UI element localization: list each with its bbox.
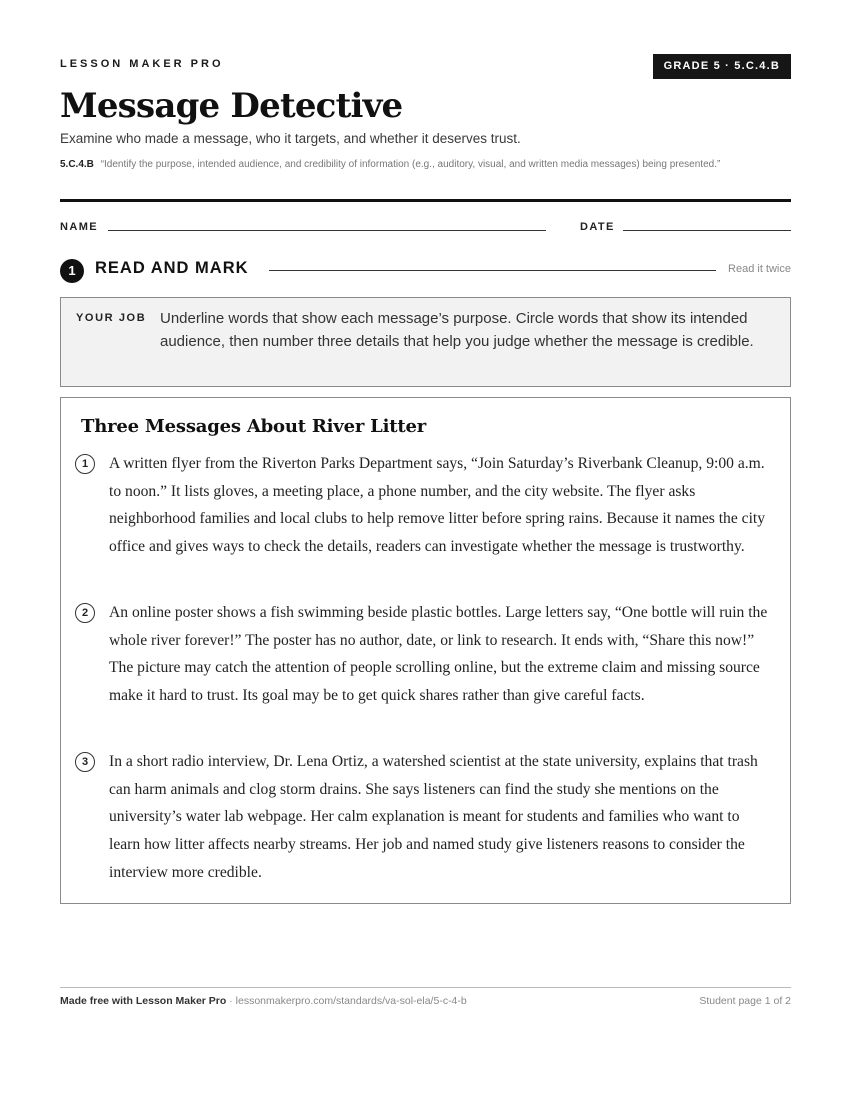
name-label: NAME	[60, 221, 98, 233]
passage-title: Three Messages About River Litter	[81, 416, 427, 437]
section-divider	[269, 270, 716, 271]
footer-url[interactable]: · lessonmakerpro.com/standards/va-sol-ela/5-c-4-b	[226, 995, 467, 1007]
date-field[interactable]	[623, 230, 791, 231]
section-note: Read it twice	[728, 263, 791, 275]
your-job-box	[60, 297, 791, 387]
header-divider	[60, 199, 791, 202]
footer-made-with: Made free with Lesson Maker Pro	[60, 995, 227, 1007]
section-title: READ AND MARK	[95, 259, 249, 277]
paragraph-number: 3	[75, 752, 95, 772]
paragraph-number: 1	[75, 454, 95, 474]
paragraph-text: A written flyer from the Riverton Parks Department says, “Join Saturday’s Riverbank Cleanup, 9:00 a.m. to noon.” It lists gloves, a meeting place, a phone number, and the city website. The flyer asks neighborhood families and local clubs to help remove litter before spring rains. Because it names the city office and gives ways to check the details, readers can investigate whether the message is trustworthy.	[109, 455, 766, 556]
paragraph-text: In a short radio interview, Dr. Lena Ortiz, a watershed scientist at the state university, explains that trash can harm animals and clog storm drains. She says listeners can find the study she mentions on the university’s water lab webpage. Her calm explanation is meant for students and families who want to learn how litter affects nearby streams. Her job and named study give listeners reasons to consider the interview more credible.	[109, 753, 758, 881]
worksheet-page	[60, 0, 791, 1100]
date-label: DATE	[580, 221, 615, 233]
paragraph-text: An online poster shows a fish swimming beside plastic bottles. Large letters say, “One bottle will ruin the whole river forever!” The poster has no author, date, or link to research. It ends with, “Share this now!” The picture may catch the attention of people scrolling online, but the extreme claim and missing source make it hard to trust. Its goal may be to get quick shares rather than give careful facts.	[109, 604, 768, 705]
name-field[interactable]	[108, 230, 546, 231]
your-job-instructions: Underline words that show each message’s purpose. Circle words that show its intended audience, then number three details that help you judge whether the message is credible.	[160, 310, 754, 350]
footer-credit	[60, 995, 467, 1007]
standard-description	[60, 156, 791, 173]
brand-name: LESSON MAKER PRO	[60, 58, 224, 70]
footer-divider	[60, 987, 791, 988]
your-job-label: YOUR JOB	[76, 312, 147, 324]
section-number: 1	[60, 259, 84, 283]
reading-passage	[60, 397, 791, 904]
page-title: Message Detective	[60, 86, 403, 126]
grade-badge: GRADE 5 · 5.C.4.B	[653, 54, 791, 79]
paragraph-number: 2	[75, 603, 95, 623]
standard-text: “Identify the purpose, intended audience, and credibility of information (e.g., auditory, visual, and written media messages) being presented.”	[100, 159, 721, 170]
page-subtitle: Examine who made a message, who it targets, and whether it deserves trust.	[60, 131, 521, 146]
section-header	[60, 257, 791, 283]
standard-code: 5.C.4.B	[60, 159, 94, 170]
footer-page-number: Student page 1 of 2	[699, 995, 791, 1007]
